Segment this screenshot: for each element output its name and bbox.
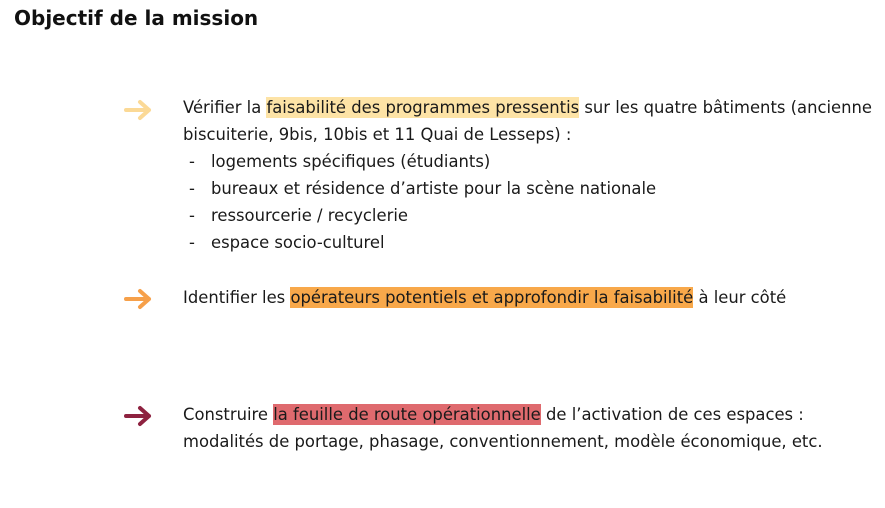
page-title: Objectif de la mission [14, 6, 259, 30]
objective-2-before: Identifier les [183, 288, 291, 307]
list-item [183, 229, 873, 256]
arrow-right-icon [122, 98, 156, 122]
list-item-label: bureaux et résidence d’artiste pour la scène nationale [211, 179, 657, 198]
arrow-right-icon [122, 287, 156, 311]
objective-1-after: sur les quatre bâtiments (ancienne biscuiterie, 9bis, 10bis et 11 Quai de Lesseps) : [183, 98, 872, 144]
list-item-label: ressourcerie / recyclerie [211, 206, 408, 225]
list-item-label: espace socio-culturel [211, 233, 385, 252]
objective-3-before: Construire [183, 405, 274, 424]
dash-bullet: - [189, 179, 195, 198]
dash-bullet: - [189, 233, 195, 252]
objective-1-text [183, 94, 873, 256]
arrow-right-icon [122, 404, 156, 428]
list-item [183, 148, 873, 175]
list-item [183, 202, 873, 229]
objective-1-before: Vérifier la [183, 98, 267, 117]
objective-1-sub-list [183, 148, 873, 256]
objective-2-text [183, 284, 873, 311]
dash-bullet: - [189, 206, 195, 225]
objective-2-highlight: opérateurs potentiels et approfondir la faisabilité [290, 288, 694, 307]
objective-2-after: à leur côté [693, 288, 787, 307]
list-item [183, 175, 873, 202]
dash-bullet: - [189, 152, 195, 171]
objective-3-text [183, 401, 873, 455]
list-item-label: logements spécifiques (étudiants) [211, 152, 491, 171]
objective-3-highlight: la feuille de route opérationnelle [273, 405, 541, 424]
objective-1-highlight: faisabilité des programmes pressentis [266, 98, 580, 117]
objective-3-after: de l’activation de ces espaces : modalités de portage, phasage, conventionnement, modèle économique, etc. [183, 405, 823, 451]
